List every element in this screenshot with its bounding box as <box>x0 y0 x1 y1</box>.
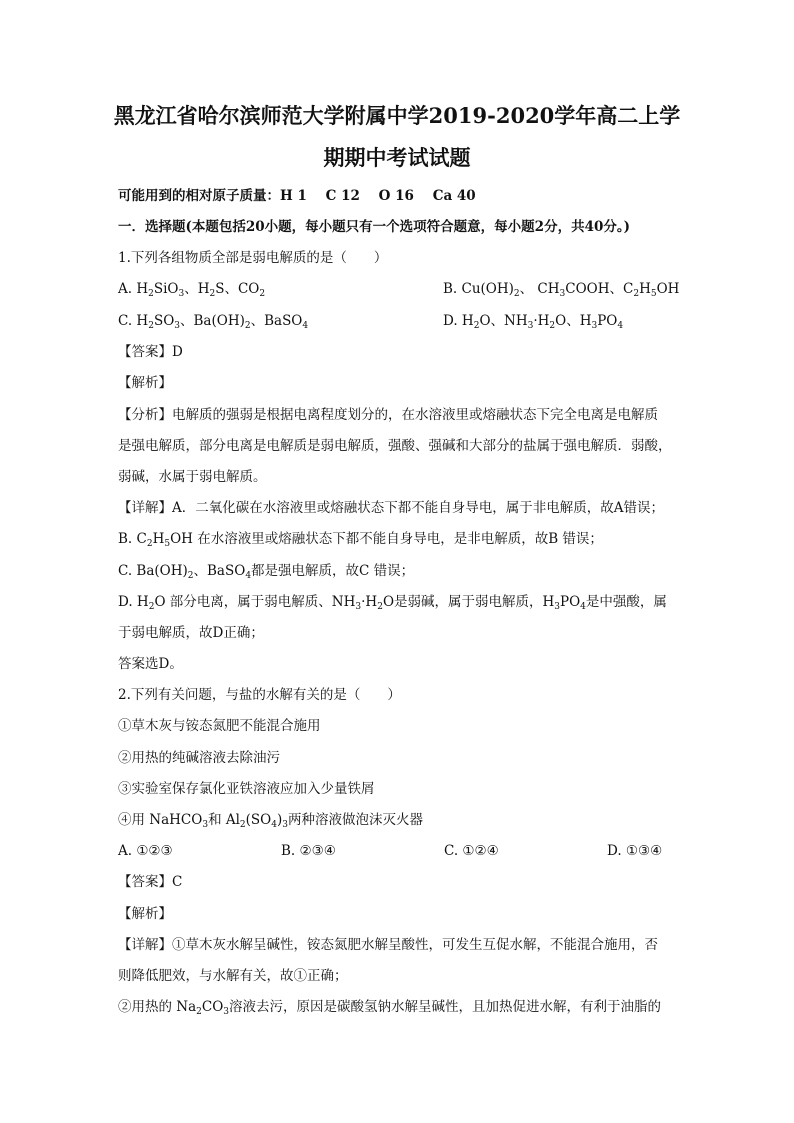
q1-xiangjie-line-4: D. $H_2O$ 部分电离，属于弱电解质、$NH_3\cdot H_2O$是弱碱，属于弱电解质，$H_3PO_4$是中强酸，属 <box>118 594 667 612</box>
title-line-2: 期期中考试试题 <box>323 145 471 170</box>
q1-option-c: C. $H_2SO_3$、$Ba(OH)_2$、BaSO$_4$ <box>118 313 309 331</box>
q1-xiangjie-line-2: B. $C_2H_5OH$ 在水溶液里或熔融状态下都不能自身导电，是非电解质，故B 错误； <box>118 531 603 549</box>
q1-fenxi-line-2: 是强电解质，部分电离是电解质是弱电解质，强酸、强碱和大部分的盐属于强电解质．弱酸， <box>118 438 672 454</box>
q1-option-b: B. $Cu(OH)_2$、 $CH_3COOH$、$C_2H_5OH$ <box>443 281 680 299</box>
section-heading: 一．选择题(本题包括20小题，每小题只有一个选项符合题意，每小题2分，共40分。) <box>118 219 630 235</box>
q2-option-c: C. ①②④ <box>444 843 499 859</box>
q1-xiangjie-line-1: 【详解】A．二氧化碳在水溶液里或熔融状态下都不能自身导电，属于非电解质，故A错误； <box>118 500 664 516</box>
q2-option-a: A. ①②③ <box>118 843 173 859</box>
q2-xiangjie-line-3: ②用热的 $Na_2CO_3$溶液去污，原因是碳酸氢钠水解呈碱性，且加热促进水解，有利于油脂的 <box>118 999 662 1017</box>
q2-item-1: ①草木灰与铵态氮肥不能混合施用 <box>118 718 321 734</box>
q2-option-b: B. ②③④ <box>281 843 336 859</box>
q2-analysis-label: 【解析】 <box>118 906 172 922</box>
q2-item-4: ④用 NaHCO$_3$和 $Al_2(SO_4)_3$两种溶液做泡沫灭火器 <box>118 812 423 830</box>
q2-xiangjie-line-2: 则降低肥效，与水解有关，故①正确； <box>118 968 348 984</box>
q1-xiangjie-line-3: C. $Ba(OH)_2$、BaSO$_4$都是强电解质，故C 错误； <box>118 563 415 581</box>
q1-fenxi-line-1: 【分析】电解质的强弱是根据电离程度划分的，在水溶液里或熔融状态下完全电离是电解质 <box>118 407 658 423</box>
title-line-1: 黑龙江省哈尔滨师范大学附属中学2019-2020学年高二上学 <box>113 103 681 128</box>
q2-answer: 【答案】C <box>118 874 183 890</box>
q1-option-a: A. $H_2SiO_3$、$H_2S$、$CO_2$ <box>118 281 266 299</box>
q1-answer: 【答案】D <box>118 344 183 360</box>
q1-stem: 1.下列各组物质全部是弱电解质的是（ ） <box>118 250 388 266</box>
q2-item-3: ③实验室保存氯化亚铁溶液应加入少量铁屑 <box>118 781 375 797</box>
q2-option-d: D. ①③④ <box>607 843 663 859</box>
q2-item-2: ②用热的纯碱溶液去除油污 <box>118 750 280 766</box>
q2-stem: 2.下列有关问题，与盐的水解有关的是（ ） <box>118 687 401 703</box>
q1-conclusion: 答案选D。 <box>118 656 183 672</box>
q1-option-d: D. $H_2O$、$NH_3\cdot H_2O$、$H_3PO_4$ <box>443 313 624 331</box>
atomic-mass-note: 可能用到的相对原子质量：H 1 C 12 O 16 Ca 40 <box>118 188 476 204</box>
q1-fenxi-line-3: 弱碱，水属于弱电解质。 <box>118 469 267 485</box>
q2-xiangjie-line-1: 【详解】①草木灰水解呈碱性，铵态氮肥水解呈酸性，可发生互促水解，不能混合施用，否 <box>118 937 658 953</box>
q1-analysis-label: 【解析】 <box>118 375 172 391</box>
q1-xiangjie-line-5: 于弱电解质，故D正确； <box>118 625 264 641</box>
